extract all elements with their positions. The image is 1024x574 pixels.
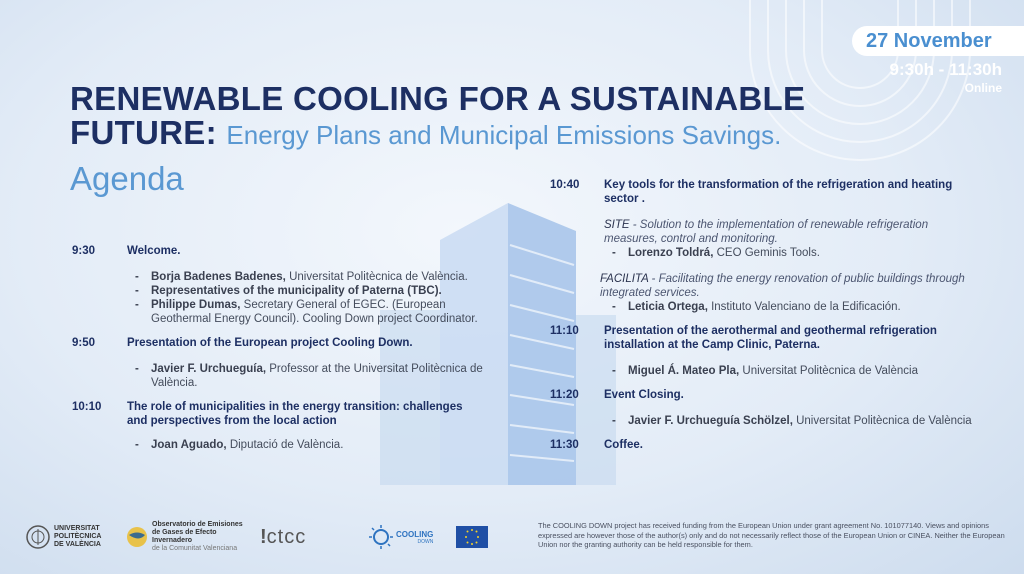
speaker-name: Philippe Dumas,: [151, 299, 241, 311]
speaker: - Lorenzo Toldrá, CEO Geminis Tools.: [612, 247, 820, 259]
agenda-item: [550, 438, 980, 452]
session-text: - Solution to the implementation of renewable refrigeration measures, control and monitoring.: [604, 219, 929, 245]
speaker-role: CEO Geminis Tools.: [716, 247, 820, 259]
session-label: SITE: [604, 219, 630, 231]
agenda-time: 11:20: [550, 389, 579, 401]
speaker: - Miguel Á. Mateo Pla, Universitat Politècnica de València: [612, 365, 918, 377]
eu-flag-logo: [456, 520, 490, 554]
agenda-title: Key tools for the transformation of the refrigeration and heating sector .: [604, 179, 953, 205]
agenda-item: [550, 178, 980, 314]
agenda-time: 11:10: [550, 325, 579, 337]
oee-logo-subtext: de la Comunitat Valenciana: [152, 545, 238, 552]
session-label: FACILITA: [600, 273, 649, 285]
speaker-role: Universitat Politècnica de València: [796, 415, 972, 427]
down-logo-text: DOWN: [417, 538, 434, 545]
oee-logo-text: Observatorio de Emisiones de Gases de Efecto Invernadero: [152, 521, 243, 544]
session-description: [600, 272, 974, 300]
ctcc-logo-text: ctcc: [266, 525, 307, 548]
speaker: - Joan Aguado, Diputació de València.: [135, 439, 344, 451]
speaker: - Javier F. Urchueguía, Professor at the Universitat Politècnica de València.: [135, 363, 483, 389]
speaker-name: Joan Aguado,: [151, 439, 227, 451]
upv-logo-text: UNIVERSITAT POLITÈCNICA DE VALÈNCIA: [54, 525, 102, 548]
cooling-down-logo: [368, 520, 438, 554]
agenda-item: [550, 324, 980, 378]
speaker-name: Borja Badenes Badenes,: [151, 271, 286, 283]
speaker-role: Diputació de València.: [229, 439, 344, 451]
event-title: [70, 82, 930, 152]
speaker-role: Professor at the Universitat Politècnica de València.: [151, 363, 483, 389]
session-description: [604, 218, 974, 246]
session-text: - Facilitating the energy renovation of public buildings through integrated services.: [600, 273, 965, 299]
event-title-sub: Energy Plans and Municipal Emissions Savings.: [226, 120, 782, 150]
speaker: - Javier F. Urchueguía Schölzel, Universitat Politècnica de València: [612, 415, 972, 427]
agenda-title: Presentation of the European project Cooling Down.: [127, 337, 413, 349]
agenda-time: 11:30: [550, 439, 579, 451]
agenda-title: Event Closing.: [604, 389, 684, 401]
event-mode: Online: [964, 81, 1002, 95]
upv-logo: [26, 520, 116, 554]
speaker-name: Representatives of the municipality of Paterna (TBC).: [151, 285, 442, 297]
ctcc-logo: [260, 520, 350, 554]
speaker-role: Secretary General of EGEC. (European Geothermal Energy Council). Cooling Down project Coordinator.: [151, 299, 478, 325]
agenda-item: [72, 336, 502, 390]
agenda-title: Presentation of the aerothermal and geothermal refrigeration installation at the Camp Clinic, Paterna.: [604, 325, 937, 351]
agenda-item: [72, 244, 502, 326]
speaker: - Philippe Dumas, Secretary General of EGEC. (European Geothermal Energy Council). Cooling Down project Coordinator.: [135, 299, 478, 325]
partner-logos: [26, 520, 496, 554]
speaker-role: Universitat Politècnica de València.: [289, 271, 468, 283]
ctcc-logo-mark: !: [260, 525, 267, 548]
agenda-item: [72, 400, 502, 452]
eu-flag-icon: [456, 526, 488, 548]
agenda-right-column: [550, 178, 980, 452]
speaker-role: Instituto Valenciano de la Edificación.: [711, 301, 901, 313]
oee-globe-icon: [126, 526, 148, 548]
cooling-down-sun-icon: [368, 524, 394, 550]
agenda-title: Welcome.: [127, 245, 181, 257]
oee-logo: [126, 520, 251, 554]
agenda-heading: Agenda: [70, 160, 184, 197]
agenda-title: The role of municipalities in the energy transition: challenges and perspectives from the local action: [127, 401, 463, 427]
event-title-main: RENEWABLE COOLING FOR A SUSTAINABLE FUTURE:: [70, 80, 806, 151]
cooling-logo-text: COOLING: [396, 529, 434, 539]
agenda-time: 9:50: [72, 337, 96, 349]
event-time: 9:30h - 11:30h: [889, 60, 1002, 79]
agenda-time: 10:10: [72, 401, 102, 413]
speaker-name: Javier F. Urchueguía,: [151, 363, 267, 375]
speaker: - Leticia Ortega, Instituto Valenciano de la Edificación.: [612, 301, 901, 313]
speaker: - Representatives of the municipality of Paterna (TBC).: [135, 285, 442, 297]
speaker-name: Leticia Ortega,: [628, 301, 708, 313]
agenda-left-column: [72, 244, 502, 452]
agenda-title: Coffee.: [604, 439, 643, 451]
agenda-time: 9:30: [72, 245, 96, 257]
speaker-name: Miguel Á. Mateo Pla,: [628, 365, 740, 377]
funding-disclaimer: The COOLING DOWN project has received funding from the European Union under grant agreement No. 101077140. Views and opinions expressed are however those of the author(s) only and do not necessarily reflect those of the European Union or CINEA. Neither the European Union nor the granting authority can be held responsible for them.: [538, 521, 1005, 549]
speaker: - Borja Badenes Badenes, Universitat Politècnica de València.: [135, 271, 468, 283]
event-date-badge: 27 November: [852, 26, 1024, 56]
agenda-time: 10:40: [550, 179, 580, 191]
speaker-role: Universitat Politècnica de València: [742, 365, 918, 377]
speaker-name: Lorenzo Toldrá,: [628, 247, 714, 259]
agenda-item: [550, 388, 980, 428]
speaker-name: Javier F. Urchueguía Schölzel,: [628, 415, 793, 427]
upv-seal-icon: [26, 525, 50, 549]
